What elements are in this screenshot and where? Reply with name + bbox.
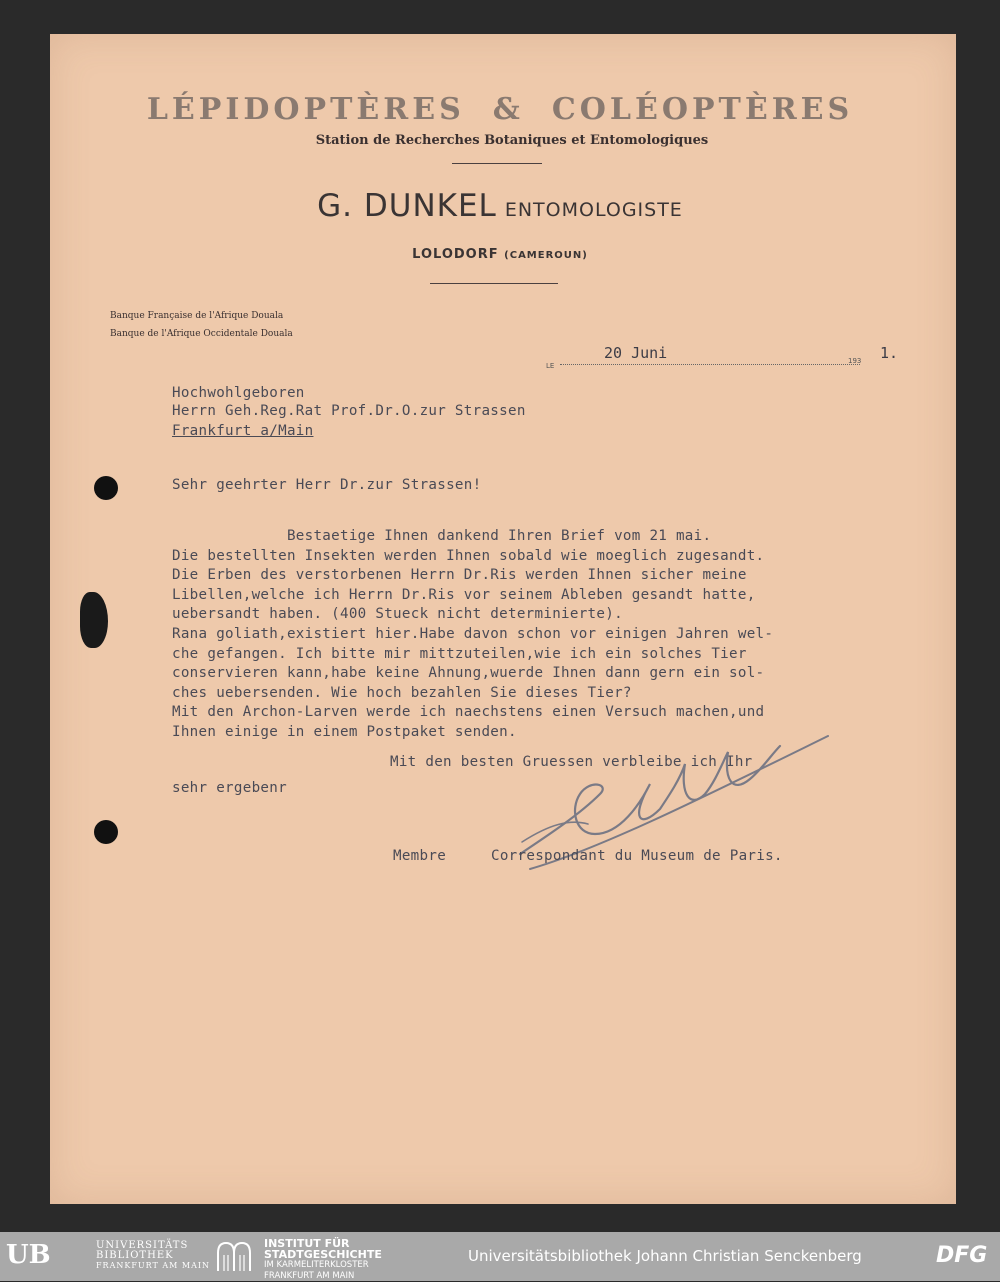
date-year-digit: 1. — [880, 344, 899, 362]
dfg-logo: DFG — [936, 1243, 988, 1268]
letterhead-name-line — [0, 188, 1000, 224]
ub-logo: UB — [6, 1240, 51, 1270]
body-line: ches uebersenden. Wie hoch bezahlen Sie dieses Tier? — [172, 684, 632, 701]
body-line: Bestaetige Ihnen dankend Ihren Brief vom 21 mai. — [172, 528, 712, 544]
letterhead-name: G. DUNKEL — [317, 188, 497, 224]
body-line: conservieren kann,habe keine Ahnung,wuerde Ihnen dann gern ein sol- — [172, 665, 765, 682]
letterhead-profession: ENTOMOLOGISTE — [504, 199, 683, 221]
isg-logo-icon — [214, 1239, 254, 1273]
ub-wordmark — [96, 1241, 210, 1271]
bank-line-1: Banque Française de l'Afrique Douala — [110, 311, 284, 321]
body-line: che gefangen. Ich bitte mir mittzuteilen,wie ich ein solches Tier — [172, 645, 747, 662]
body-line: Libellen,welche ich Herrn Dr.Ris vor seinem Ableben gesandt hatte, — [172, 586, 756, 603]
body-line: Mit den Archon-Larven werde ich naechstens einen Versuch machen,und — [172, 704, 765, 721]
regards: sehr ergebenr — [172, 780, 287, 796]
ornament-line-1 — [452, 163, 542, 164]
footer-bar — [0, 1232, 1000, 1281]
paper-tear — [80, 592, 108, 648]
isg-line-1: INSTITUT FÜR — [264, 1237, 350, 1250]
date-prefix: LE — [546, 362, 555, 370]
body-line: Die bestellten Insekten werden Ihnen sobald wie moeglich zugesandt. — [172, 547, 765, 564]
ub-line-2: BIBLIOTHEK — [96, 1250, 174, 1261]
body-line: uebersandt haben. (400 Stueck nicht determinierte). — [172, 606, 623, 623]
bank-line-2: Banque de l'Afrique Occidentale Douala — [110, 329, 293, 339]
title-amp: & — [492, 92, 524, 127]
letterhead-town: LOLODORF — [412, 247, 499, 262]
letterhead-town-line — [0, 247, 1000, 262]
isg-line-2: STADTGESCHICHTE — [264, 1248, 382, 1261]
date-dotted-line — [560, 364, 860, 365]
closing: Mit den besten Gruessen verbleibe ich Ihr — [390, 754, 753, 770]
body-line: Die Erben des verstorbenen Herrn Dr.Ris werden Ihnen sicher meine — [172, 567, 747, 584]
membership-right: Correspondant du Museum de Paris. — [491, 848, 783, 864]
body-line: Ihnen einige in einem Postpaket senden. — [172, 723, 517, 740]
letter-body — [172, 527, 773, 743]
ub-line-3: FRANKFURT AM MAIN — [96, 1261, 211, 1270]
salutation: Sehr geehrter Herr Dr.zur Strassen! — [172, 477, 482, 493]
ornament-line-2 — [430, 283, 558, 284]
punch-hole-top — [94, 476, 118, 500]
address-line-1: Hochwohlgeboren — [172, 385, 305, 401]
isg-line-4: FRANKFURT AM MAIN — [264, 1271, 355, 1281]
footer-center-text: Universitätsbibliothek Johann Christian Senckenberg — [468, 1247, 862, 1265]
letterhead-subtitle: Station de Recherches Botaniques et Entomologiques — [315, 133, 709, 148]
letterhead-title — [0, 92, 1000, 127]
letterhead-country: (CAMEROUN) — [504, 250, 588, 261]
body-line: Rana goliath,existiert hier.Habe davon schon vor einigen Jahren wel- — [172, 625, 774, 642]
ub-line-1: UNIVERSITÄTS — [96, 1240, 189, 1251]
isg-line-3: IM KARMELITERKLOSTER — [264, 1260, 369, 1270]
date-day-month: 20 Juni — [604, 344, 668, 362]
membership-left: Membre — [393, 848, 447, 864]
title-right: COLÉOPTÈRES — [551, 92, 854, 127]
isg-wordmark — [264, 1238, 382, 1282]
date-year-prefix: 193 — [848, 357, 862, 365]
punch-hole-bottom — [94, 820, 118, 844]
title-left: LÉPIDOPTÈRES — [146, 92, 465, 127]
address-line-2: Herrn Geh.Reg.Rat Prof.Dr.O.zur Strassen — [172, 403, 526, 419]
address-line-3: Frankfurt a/Main — [172, 423, 314, 439]
